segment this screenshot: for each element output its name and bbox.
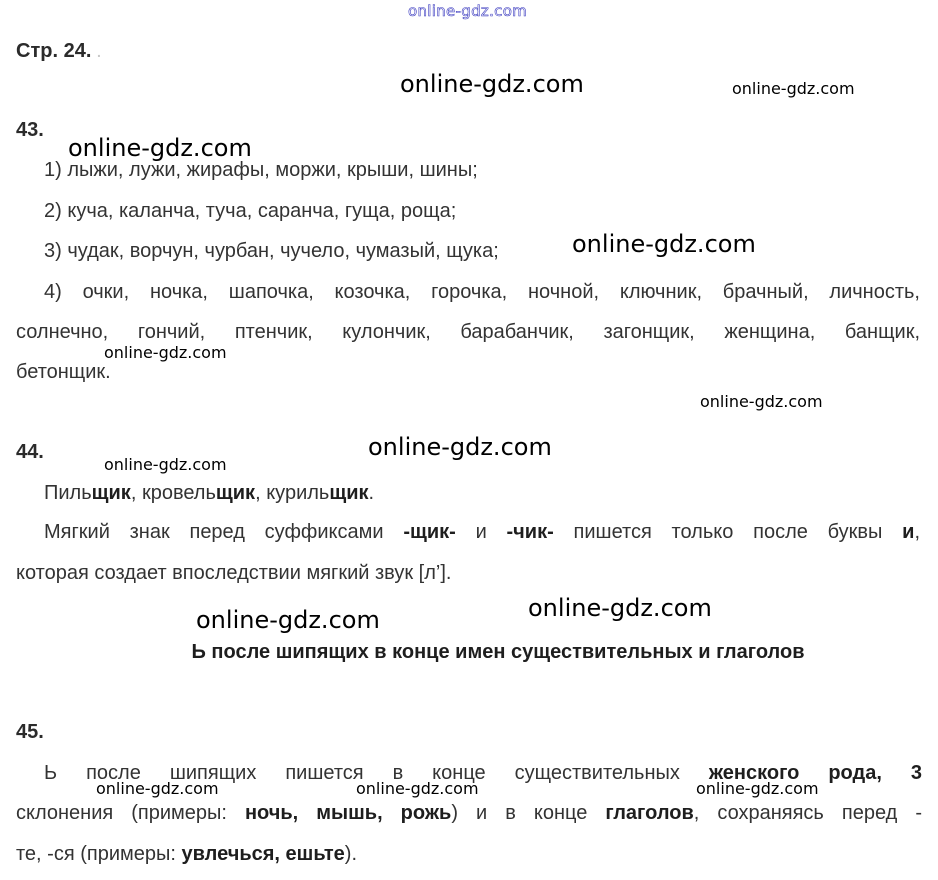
watermark-top: online-gdz.com xyxy=(408,2,528,20)
page-label-text: Стр. 24. xyxy=(16,40,92,62)
rule-suffix-shchik: -щик- xyxy=(403,521,456,543)
word-fragment: , кровель xyxy=(130,482,216,504)
watermark: online-gdz.com xyxy=(96,779,219,798)
watermark: online-gdz.com xyxy=(400,70,584,98)
rule-bold: ночь, мышь, рожь xyxy=(244,802,452,824)
rule-text: , xyxy=(914,521,921,543)
watermark: online-gdz.com xyxy=(368,433,552,461)
exercise-45-line-2 xyxy=(16,802,922,825)
watermark: online-gdz.com xyxy=(732,79,855,98)
rule-text: склонения (примеры: xyxy=(16,802,245,824)
word-fragment: . xyxy=(368,482,375,504)
rule-text: Мягкий знак перед суффиксами xyxy=(44,521,404,543)
word-fragment: Пиль xyxy=(44,482,92,504)
watermark: online-gdz.com xyxy=(696,779,819,798)
watermark: online-gdz.com xyxy=(68,134,252,162)
exercise-43-line-4: 4) очки, ночка, шапочка, козочка, горочка, ночной, ключник, брачный, личность, xyxy=(44,281,920,303)
rule-bold: женского рода, 3 xyxy=(708,762,922,784)
section-title: Ь после шипящих в конце имен существительных и глаголов xyxy=(191,641,805,663)
exercise-43-number: 43. xyxy=(16,119,44,141)
word-fragment-bold: щик xyxy=(91,482,131,504)
exercise-43-line-5: солнечно, гончий, птенчик, кулончик, барабанчик, загонщик, женщина, банщик, xyxy=(16,321,920,343)
word-fragment: , куриль xyxy=(255,482,330,504)
exercise-44-number: 44. xyxy=(16,441,44,463)
exercise-45-line-3 xyxy=(16,843,357,866)
exercise-43-line-2: 2) куча, каланча, туча, саранча, гуща, роща; xyxy=(44,200,457,222)
exercise-43-line-1: 1) лыжи, лужи, жирафы, моржи, крыши, шины; xyxy=(44,159,478,181)
word-fragment-bold: щик xyxy=(215,482,256,504)
rule-text: ). xyxy=(344,843,357,865)
watermark: online-gdz.com xyxy=(104,343,227,362)
watermark: online-gdz.com xyxy=(196,606,380,634)
rule-bold: глаголов xyxy=(605,802,694,824)
rule-text: и xyxy=(455,521,507,543)
rule-letter-i: и xyxy=(902,521,915,543)
rule-text: , сохраняясь перед - xyxy=(693,802,922,824)
watermark: online-gdz.com xyxy=(104,455,227,474)
exercise-44-rule-line-1 xyxy=(44,521,920,544)
rule-text: пишется только после буквы xyxy=(553,521,903,543)
exercise-44-rule-line-2: которая создает впоследствии мягкий звук [л’]. xyxy=(16,562,452,584)
watermark: online-gdz.com xyxy=(700,392,823,411)
watermark: online-gdz.com xyxy=(572,230,756,258)
watermark: online-gdz.com xyxy=(528,594,712,622)
word-fragment-bold: щик xyxy=(329,482,369,504)
rule-suffix-chik: -чик- xyxy=(506,521,554,543)
watermark: online-gdz.com xyxy=(356,779,479,798)
rule-text: Ь после шипящих пишется в конце существительных xyxy=(44,762,709,784)
page-mark: . xyxy=(96,44,101,60)
exercise-43-line-6: бетонщик. xyxy=(16,361,111,383)
exercise-45-number: 45. xyxy=(16,721,44,743)
rule-text: ) и в конце xyxy=(451,802,606,824)
rule-bold: увлечься, ешьте xyxy=(181,843,345,865)
page-label xyxy=(16,40,101,63)
exercise-44-words xyxy=(44,482,374,505)
rule-text: те, -ся (примеры: xyxy=(16,843,182,865)
exercise-43-line-3: 3) чудак, ворчун, чурбан, чучело, чумазый, щука; xyxy=(44,240,499,262)
